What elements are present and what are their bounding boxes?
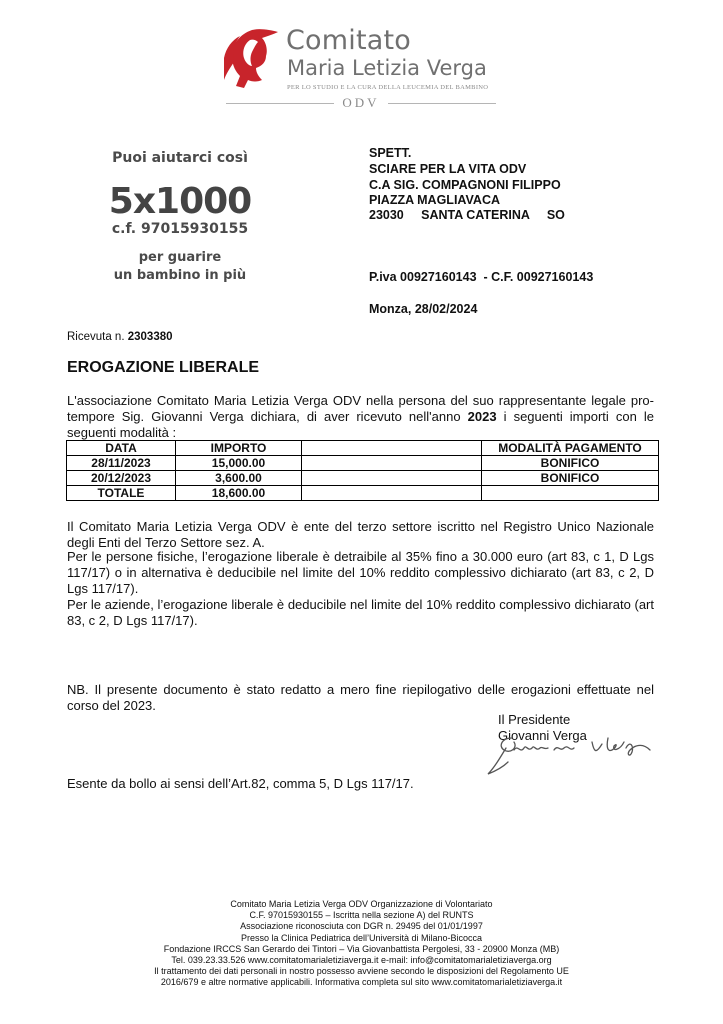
place-date: Monza, 28/02/2024 bbox=[369, 302, 478, 316]
recipient-vat: P.iva 00927160143 - C.F. 00927160143 bbox=[369, 270, 594, 284]
table-cell-date: 20/12/2023 bbox=[67, 471, 176, 486]
logo-title: Comitato bbox=[286, 25, 412, 56]
handwritten-signature bbox=[484, 728, 662, 778]
document-heading: EROGAZIONE LIBERALE bbox=[67, 359, 260, 376]
table-cell-amount: 15,000.00 bbox=[176, 456, 302, 471]
promo-line-5: un bambino in più bbox=[113, 268, 247, 283]
donations-table bbox=[66, 440, 659, 501]
signature-role: Il Presidente bbox=[498, 712, 571, 727]
footer-line: Tel. 039.23.33.526 www.comitatomarialetiziaverga.it e-mail: info@comitatomarialetiziaverga.org bbox=[171, 955, 552, 966]
intro-text-before: L'associazione Comitato Maria Letizia Verga ODV nella persona del suo rappresentante legale pro-tempore Sig. Giovanni Verga dichiara, di aver ricevuto nell'anno bbox=[67, 393, 654, 424]
table-cell-empty bbox=[302, 471, 482, 486]
table-cell-date: 28/11/2023 bbox=[67, 456, 176, 471]
logo-tagline: PER LO STUDIO E LA CURA DELLA LEUCEMIA DEL BAMBINO bbox=[287, 84, 489, 91]
comitato-logo-icon bbox=[222, 28, 280, 90]
footer-line: 2016/679 e altre normative applicabili. Informativa completa sul sito www.comitatomarialetiziaverga.it bbox=[160, 977, 563, 988]
logo-divider-left bbox=[226, 103, 334, 104]
footer-line: Presso la Clinica Pediatrica dell’Università di Milano-Bicocca bbox=[240, 932, 483, 943]
ets-paragraph: Il Comitato Maria Letizia Verga ODV è ente del terzo settore iscritto nel Registro Unico Nazionale degli Enti del Terzo Settore sez. A. bbox=[67, 519, 654, 550]
receipt-number: 2303380 bbox=[127, 331, 173, 343]
table-cell-amount: 3,600.00 bbox=[176, 471, 302, 486]
recipient-line-2: SCIARE PER LA VITA ODV bbox=[369, 162, 527, 176]
table-total-amount: 18,600.00 bbox=[176, 486, 302, 501]
promo-line-4: per guarire bbox=[138, 250, 222, 265]
promo-5x1000: 5x1000 bbox=[108, 181, 252, 222]
footer-line: C.F. 97015930155 – Iscritta nella sezione A) del RUNTS bbox=[249, 910, 474, 921]
companies-paragraph: Per le aziende, l’erogazione liberale è deducibile nel limite del 10% reddito complessivo dichiarato (art 83, c 2, D Lgs 117/17). bbox=[67, 597, 654, 628]
table-total-label: TOTALE bbox=[67, 486, 176, 501]
intro-text-after: i seguenti importi con le seguenti modalità : bbox=[67, 409, 654, 440]
table-header-payment: MODALITÀ PAGAMENTO bbox=[482, 441, 659, 456]
table-header-date: DATA bbox=[67, 441, 176, 456]
individuals-paragraph: Per le persone fisiche, l’erogazione liberale è detraibile al 35% fino a 30.000 euro (art 83, c 1, D Lgs 117/17) o in alternativa è deducibile nel limite del 10% reddito complessivo dichiarato (art 83, c 2, D Lgs 117/17). bbox=[67, 549, 654, 596]
table-cell-payment: BONIFICO bbox=[482, 471, 659, 486]
table-total-row bbox=[67, 486, 659, 501]
logo-odv: ODV bbox=[342, 95, 380, 110]
footer bbox=[120, 899, 603, 989]
logo-divider-right bbox=[388, 103, 496, 104]
intro-paragraph bbox=[67, 393, 654, 441]
table-cell-empty bbox=[302, 456, 482, 471]
footer-line: Associazione riconosciuta con DGR n. 29495 del 01/01/1997 bbox=[240, 921, 483, 932]
promo-cf: c.f. 97015930155 bbox=[111, 221, 249, 237]
receipt-label: Ricevuta n. bbox=[67, 331, 125, 343]
table-cell-empty bbox=[302, 486, 482, 501]
recipient-line-5: 23030 SANTA CATERINA SO bbox=[369, 208, 565, 222]
table-header-row bbox=[67, 441, 659, 456]
table-cell-payment: BONIFICO bbox=[482, 456, 659, 471]
nb-note: NB. Il presente documento è stato redatto a mero fine riepilogativo delle erogazioni effettuate nel corso del 2023. bbox=[67, 682, 654, 713]
intro-year: 2023 bbox=[467, 409, 497, 424]
recipient-line-4: PIAZZA MAGLIAVACA bbox=[369, 193, 501, 207]
recipient-line-1: SPETT. bbox=[369, 146, 412, 160]
table-row bbox=[67, 456, 659, 471]
table-cell-empty bbox=[482, 486, 659, 501]
table-header-amount: IMPORTO bbox=[176, 441, 302, 456]
receipt-number-line bbox=[67, 331, 173, 343]
signature-name: Giovanni Verga bbox=[498, 728, 587, 743]
footer-line: Fondazione IRCCS San Gerardo dei Tintori – Via Giovanbattista Pergolesi, 33 - 20900 Monza (MB) bbox=[163, 943, 560, 954]
logo-subtitle: Maria Letizia Verga bbox=[287, 56, 487, 80]
stamp-exemption-note: Esente da bollo ai sensi dell’Art.82, comma 5, D Lgs 117/17. bbox=[67, 776, 414, 791]
promo-line-1: Puoi aiutarci così bbox=[112, 150, 248, 166]
footer-line: Il trattamento dei dati personali in nostro possesso avviene secondo le disposizioni del Regolamento UE bbox=[154, 966, 569, 977]
recipient-line-3: C.A SIG. COMPAGNONI FILIPPO bbox=[369, 178, 561, 192]
footer-line: Comitato Maria Letizia Verga ODV Organizzazione di Volontariato bbox=[230, 899, 493, 909]
table-row bbox=[67, 471, 659, 486]
table-header-empty bbox=[302, 441, 482, 456]
